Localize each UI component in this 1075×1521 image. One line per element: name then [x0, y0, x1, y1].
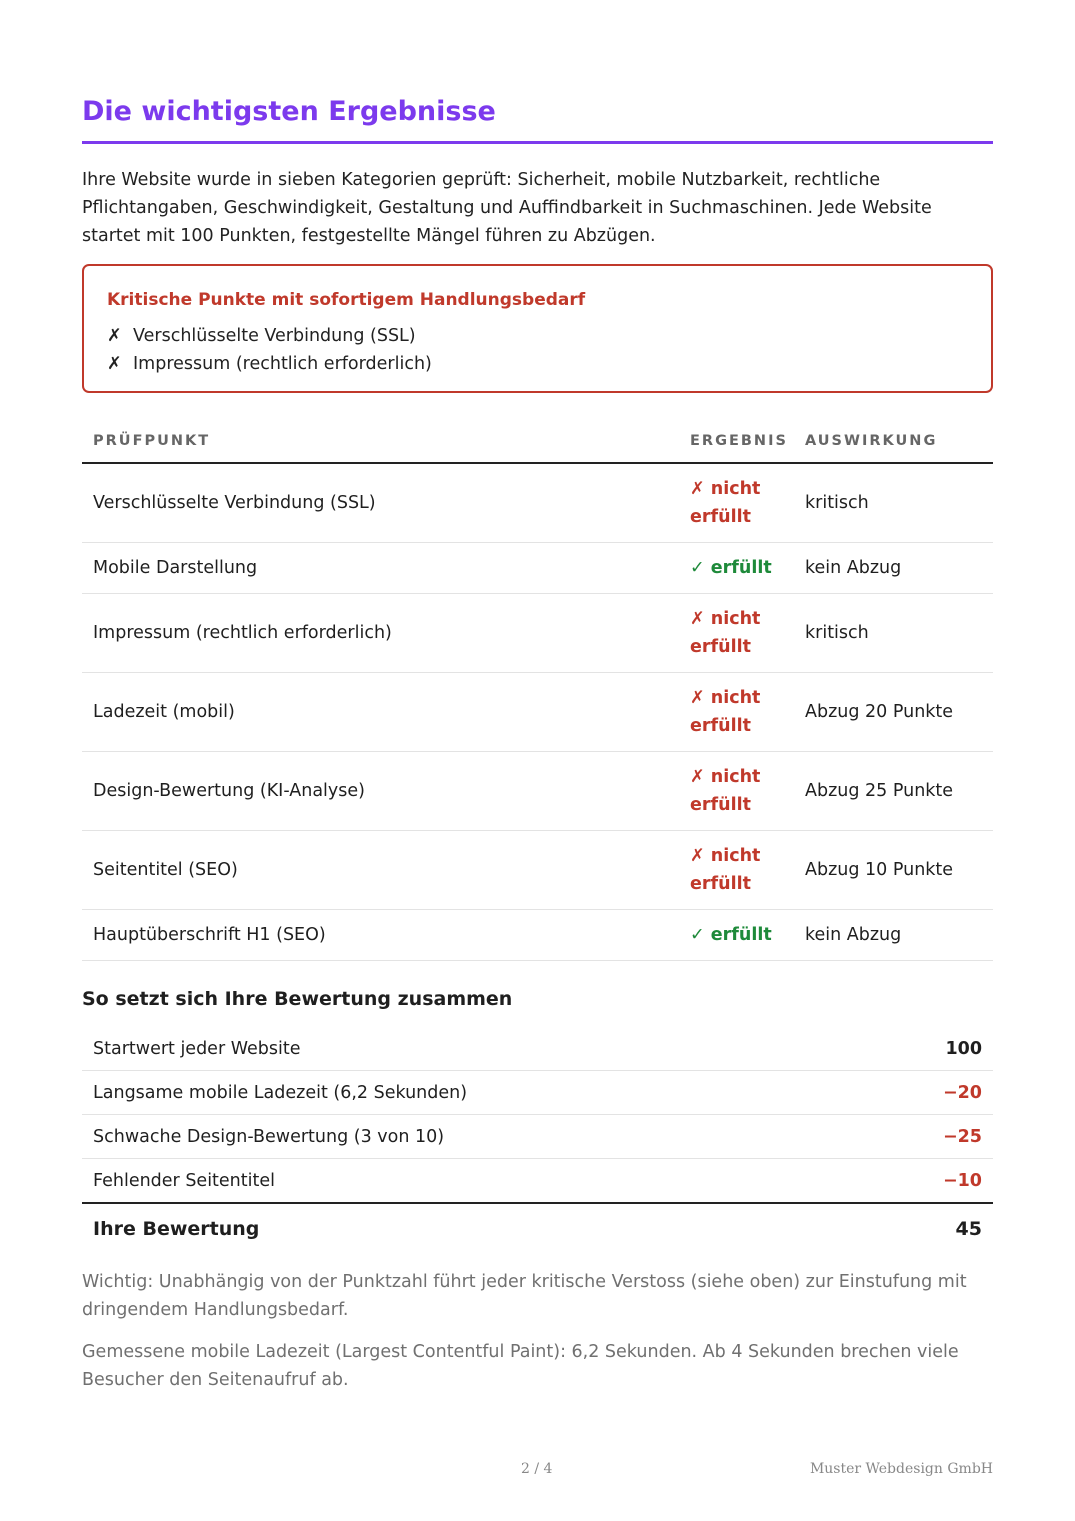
- result-cell: ✗ nicht erfüllt: [690, 846, 761, 894]
- impact-cell: Abzug 10 Punkte: [805, 860, 954, 880]
- cross-icon: ✗: [107, 354, 122, 374]
- check-cell: Seitentitel (SEO): [93, 860, 238, 880]
- table-row: [82, 594, 993, 673]
- table-row: [82, 673, 993, 752]
- alert-title: Kritische Punkte mit sofortigem Handlungsbedarf: [107, 290, 586, 310]
- title-divider: [82, 141, 993, 144]
- check-cell: Verschlüsselte Verbindung (SSL): [93, 493, 376, 513]
- table-header: [82, 420, 993, 464]
- table-row: [82, 464, 993, 543]
- header-impact: AUSWIRKUNG: [805, 433, 938, 449]
- result-cell: ✗ nicht erfüllt: [690, 479, 761, 527]
- score-row: [82, 1115, 993, 1159]
- note-critical: Wichtig: Unabhängig von der Punktzahl führt jeder kritische Verstoss (siehe oben) zur Einstufung mit dringendem Handlungsbedarf.: [82, 1272, 967, 1320]
- impact-cell: Abzug 25 Punkte: [805, 781, 954, 801]
- header-result: ERGEBNIS: [690, 433, 788, 449]
- score-value: −20: [942, 1082, 982, 1103]
- check-cell: Impressum (rechtlich erforderlich): [93, 623, 392, 643]
- score-label: Fehlender Seitentitel: [93, 1170, 275, 1191]
- score-row: [82, 1027, 993, 1071]
- score-value: −25: [942, 1126, 982, 1147]
- score-total-row: [82, 1204, 993, 1253]
- impact-cell: kritisch: [805, 623, 869, 643]
- check-cell: Ladezeit (mobil): [93, 702, 235, 722]
- alert-list: [107, 322, 432, 378]
- score-value: −10: [942, 1170, 982, 1191]
- critical-alert-box: [82, 264, 993, 393]
- score-label: Langsame mobile Ladezeit (6,2 Sekunden): [93, 1082, 468, 1103]
- total-value: 45: [955, 1217, 982, 1240]
- score-breakdown: [82, 1027, 993, 1253]
- score-row: [82, 1071, 993, 1115]
- table-row: [82, 910, 993, 961]
- score-label: Startwert jeder Website: [93, 1038, 301, 1059]
- table-row: [82, 543, 993, 594]
- result-cell: ✗ nicht erfüllt: [690, 609, 761, 657]
- result-cell: ✓ erfüllt: [690, 925, 772, 945]
- table-row: [82, 831, 993, 910]
- result-cell: ✗ nicht erfüllt: [690, 688, 761, 736]
- alert-item: ✗ Verschlüsselte Verbindung (SSL): [107, 322, 432, 350]
- results-table: [82, 420, 993, 961]
- page-number: 2 / 4: [521, 1461, 553, 1477]
- intro-paragraph: Ihre Website wurde in sieben Kategorien geprüft: Sicherheit, mobile Nutzbarkeit, rechtliche Pflichtangaben, Geschwindigkeit, Gestaltung und Auffindbarkeit in Suchmaschinen. Jede Website startet mit 100 Punkten, festgestellte Mängel führen zu Abzügen.: [82, 170, 932, 246]
- note-loadtime: Gemessene mobile Ladezeit (Largest Contentful Paint): 6,2 Sekunden. Ab 4 Sekunden brechen viele Besucher den Seitenaufruf ab.: [82, 1342, 959, 1390]
- check-cell: Hauptüberschrift H1 (SEO): [93, 925, 326, 945]
- page-title: Die wichtigsten Ergebnisse: [82, 96, 496, 127]
- result-cell: ✗ nicht erfüllt: [690, 767, 761, 815]
- impact-cell: kein Abzug: [805, 925, 902, 945]
- header-check: PRÜFPUNKT: [93, 433, 211, 449]
- total-label: Ihre Bewertung: [93, 1217, 260, 1240]
- company-name: Muster Webdesign GmbH: [809, 1461, 993, 1477]
- score-heading: So setzt sich Ihre Bewertung zusammen: [82, 988, 513, 1010]
- score-label: Schwache Design-Bewertung (3 von 10): [93, 1126, 445, 1147]
- cross-icon: ✗: [107, 326, 122, 346]
- check-cell: Mobile Darstellung: [93, 558, 258, 578]
- impact-cell: kein Abzug: [805, 558, 902, 578]
- score-value: 100: [945, 1038, 982, 1059]
- impact-cell: Abzug 20 Punkte: [805, 702, 954, 722]
- check-cell: Design-Bewertung (KI-Analyse): [93, 781, 365, 801]
- table-row: [82, 752, 993, 831]
- impact-cell: kritisch: [805, 493, 869, 513]
- score-row: [82, 1159, 993, 1204]
- result-cell: ✓ erfüllt: [690, 558, 772, 578]
- alert-item: ✗ Impressum (rechtlich erforderlich): [107, 350, 432, 378]
